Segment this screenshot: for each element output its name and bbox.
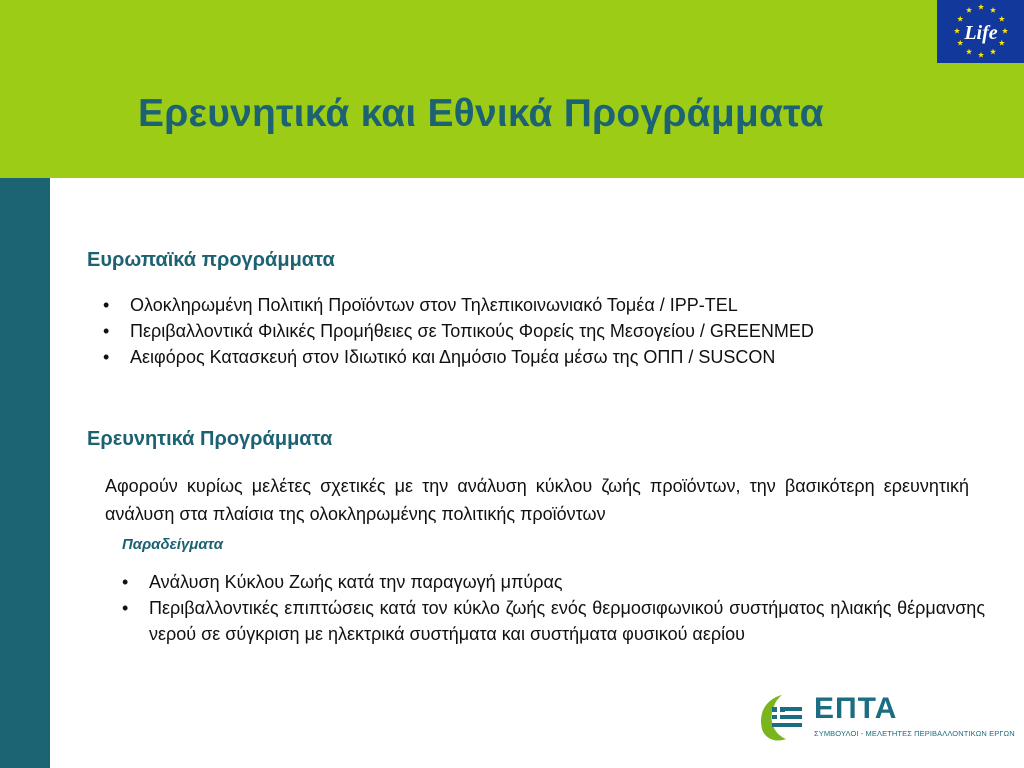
bullet-icon: • <box>103 295 110 315</box>
list-item: • Περιβαλλοντικές επιπτώσεις κατά τον κύκλο ζωής ενός θερμοσιφωνικού συστήματος ηλιακής θέρμανσης νερού σε σύγκριση με ηλεκτρικά συστήματα και συστήματα φυσικού αερίου <box>122 595 985 647</box>
examples-label: Παραδείγματα <box>122 536 224 553</box>
european-programs-list <box>103 292 814 370</box>
epta-leaf-flag-icon <box>756 693 808 743</box>
examples-list <box>122 569 985 647</box>
list-item: • Αειφόρος Κατασκευή στον Ιδιωτικό και Δημόσιο Τομέα μέσω της ΟΠΠ / SUSCON <box>103 344 814 370</box>
eu-stars-icon <box>937 0 1024 63</box>
epta-name: ΕΠΤΑ <box>814 692 898 725</box>
bullet-icon: • <box>122 598 129 618</box>
slide-title: Ερευνητικά και Εθνικά Προγράμματα <box>138 92 824 135</box>
list-item: • Περιβαλλοντικά Φιλικές Προμήθειες σε Τοπικούς Φορείς της Μεσογείου / GREENMED <box>103 318 814 344</box>
european-programs-heading: Ευρωπαϊκά προγράμματα <box>87 249 335 271</box>
header-bar <box>0 0 1024 178</box>
bullet-icon: • <box>103 347 110 367</box>
list-item: • Ανάλυση Κύκλου Ζωής κατά την παραγωγή μπύρας <box>122 569 985 595</box>
research-programs-heading: Ερευνητικά Προγράμματα <box>87 428 333 450</box>
list-item: • Ολοκληρωμένη Πολιτική Προϊόντων στον Τηλεπικοινωνιακό Τομέα / IPP-TEL <box>103 292 814 318</box>
life-logo-text: Life <box>964 22 998 44</box>
sidebar-accent <box>0 178 50 768</box>
life-logo <box>937 0 1024 63</box>
research-description: Αφορούν κυρίως μελέτες σχετικές με την ανάλυση κύκλου ζωής προϊόντων, την βασικότερη ερευνητική ανάλυση στα πλαίσια της ολοκληρωμένης πολιτικής προϊόντων <box>105 476 969 524</box>
epta-tagline: ΣΥΜΒΟΥΛΟΙ - ΜΕΛΕΤΗΤΕΣ ΠΕΡΙΒΑΛΛΟΝΤΙΚΩΝ ΕΡΓΩΝ <box>814 729 1015 738</box>
bullet-icon: • <box>122 572 129 592</box>
epta-logo <box>756 692 1015 743</box>
bullet-icon: • <box>103 321 110 341</box>
